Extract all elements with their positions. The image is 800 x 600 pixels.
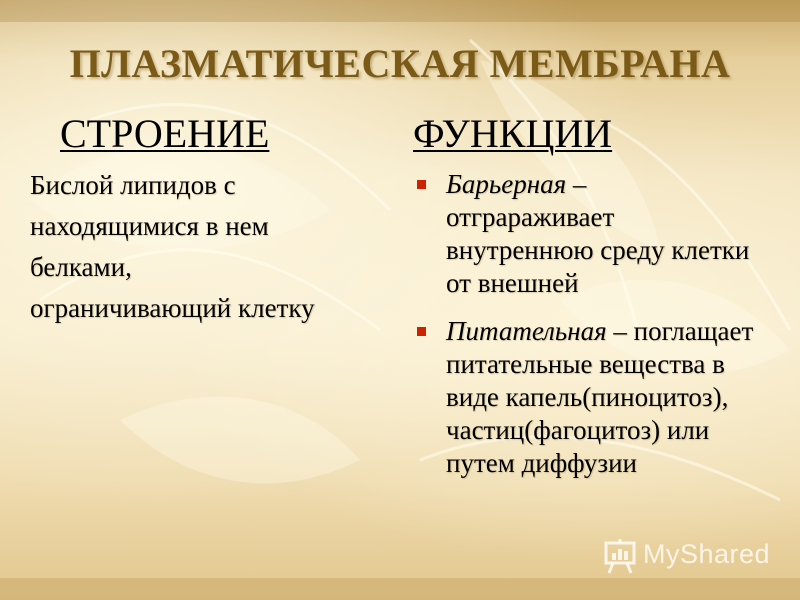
function-term: Барьерная bbox=[446, 169, 567, 199]
structure-line: находящимися в нем bbox=[30, 211, 269, 241]
structure-heading: СТРОЕНИЕ bbox=[60, 111, 270, 156]
function-description: – отграраживает внутреннюю среду клетки от внешней bbox=[446, 169, 750, 298]
structure-line: белками, bbox=[30, 252, 132, 282]
presentation-board-icon bbox=[603, 537, 639, 575]
square-bullet-icon bbox=[417, 327, 426, 336]
structure-line: ограничивающий клетку bbox=[30, 293, 315, 323]
watermark-text: MyShared bbox=[643, 539, 771, 569]
slide-title: ПЛАЗМАТИЧЕСКАЯ МЕМБРАНА bbox=[69, 41, 731, 86]
function-term: Питательная bbox=[446, 316, 607, 346]
functions-heading: ФУНКЦИИ bbox=[413, 111, 613, 156]
square-bullet-icon bbox=[417, 180, 426, 189]
function-item-barrier bbox=[414, 168, 759, 300]
function-description: – поглащает питательные вещества в виде капель(пиноцитоз), частиц(фагоцитоз) или путем диффузии bbox=[446, 316, 754, 478]
functions-list bbox=[414, 168, 759, 495]
watermark bbox=[603, 535, 773, 579]
structure-line: Бислой липидов с bbox=[30, 170, 236, 200]
function-item-nutrition bbox=[414, 315, 759, 480]
structure-text bbox=[30, 165, 390, 329]
